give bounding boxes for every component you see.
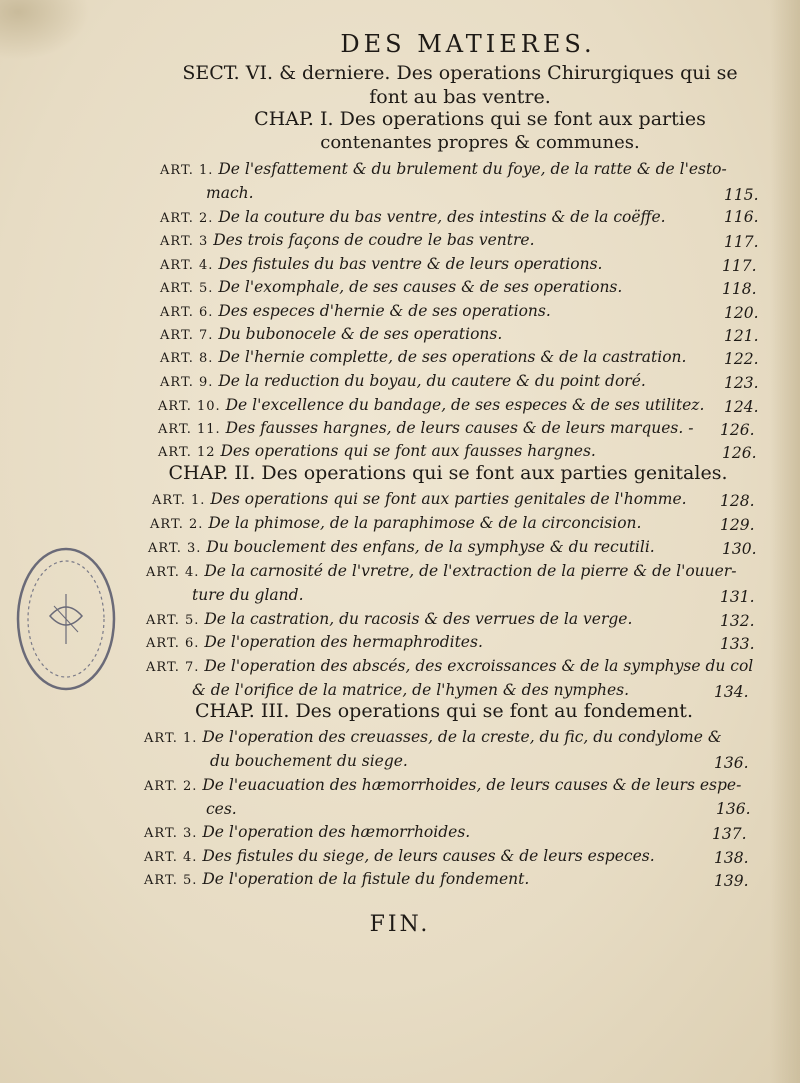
page-number: 121. bbox=[724, 327, 759, 345]
art-text: Des trois façons de coudre le bas ventre. bbox=[213, 231, 535, 249]
art-cont: & de l'orifice de la matrice, de l'hymen & des nymphes. bbox=[192, 681, 630, 699]
page-number: 126. bbox=[722, 444, 757, 462]
chapter-1-heading: CHAP. I. Des operations qui se font aux parties bbox=[254, 108, 706, 130]
art-label: ART. 5. bbox=[144, 873, 198, 888]
chapter-1-heading-cont: contenantes propres & communes. bbox=[320, 132, 640, 153]
art-cont: ces. bbox=[206, 800, 237, 818]
art-text: De l'euacuation des hæmorrhoides, de leurs causes & de leurs espe- bbox=[202, 776, 742, 794]
toc-entry bbox=[144, 776, 741, 794]
toc-entry bbox=[144, 847, 655, 865]
section-heading: SECT. VI. & derniere. Des operations Chirurgiques qui se bbox=[182, 62, 738, 84]
art-label: ART. 6. bbox=[146, 636, 200, 651]
chapter-2-heading: CHAP. II. Des operations qui se font aux parties genitales. bbox=[168, 462, 728, 484]
art-text: Des especes d'hernie & de ses operations. bbox=[218, 302, 551, 320]
toc-entry bbox=[160, 231, 535, 249]
art-text: De la castration, du racosis & des verrues de la verge. bbox=[204, 610, 633, 628]
art-label: ART. 3 bbox=[160, 234, 209, 249]
toc-entry bbox=[146, 633, 483, 651]
section-heading-cont: font au bas ventre. bbox=[369, 86, 551, 108]
art-label: ART. 3. bbox=[148, 541, 202, 556]
page-number: 118. bbox=[722, 280, 757, 298]
art-text: Des fausses hargnes, de leurs causes & de leurs marques. - bbox=[225, 419, 694, 437]
art-text: Des fistules du bas ventre & de leurs operations. bbox=[218, 255, 603, 273]
page-number: 136. bbox=[716, 800, 751, 818]
page-number: 120. bbox=[724, 304, 759, 322]
toc-entry bbox=[160, 372, 646, 390]
page-number: 126. bbox=[720, 421, 755, 439]
toc-entry bbox=[144, 728, 722, 746]
art-label: ART. 4. bbox=[146, 565, 200, 580]
art-label: ART. 2. bbox=[160, 211, 214, 226]
toc-entry bbox=[160, 325, 502, 343]
art-label: ART. 11. bbox=[158, 422, 221, 437]
art-cont: du bouchement du siege. bbox=[210, 752, 408, 770]
page-number: 123. bbox=[724, 374, 759, 392]
art-text: De la phimose, de la paraphimose & de la circoncision. bbox=[208, 514, 642, 532]
page-number: 136. bbox=[714, 754, 749, 772]
toc-entry bbox=[160, 160, 727, 178]
toc-entry bbox=[150, 514, 641, 532]
art-text: De l'excellence du bandage, de ses especes & de ses utilitez. bbox=[225, 396, 705, 414]
art-label: ART. 3. bbox=[144, 826, 198, 841]
art-label: ART. 4. bbox=[160, 258, 214, 273]
page-number: 134. bbox=[714, 683, 749, 701]
toc-entry bbox=[144, 870, 529, 888]
page-number: 122. bbox=[724, 350, 759, 368]
page-number: 139. bbox=[714, 872, 749, 890]
page-number: 117. bbox=[724, 233, 759, 251]
page-number: 129. bbox=[720, 516, 755, 534]
toc-entry bbox=[160, 208, 666, 226]
page-title: DES MATIERES. bbox=[340, 30, 596, 58]
page-number: 132. bbox=[720, 612, 755, 630]
toc-entry bbox=[158, 419, 693, 437]
page-number: 116. bbox=[724, 208, 759, 226]
art-label: ART. 6. bbox=[160, 305, 214, 320]
page-number: 128. bbox=[720, 492, 755, 510]
art-text: Du bubonocele & de ses operations. bbox=[218, 325, 503, 343]
page-number: 124. bbox=[724, 398, 759, 416]
art-label: ART. 10. bbox=[158, 399, 221, 414]
art-cont: ture du gland. bbox=[192, 586, 304, 604]
art-text: De la reduction du boyau, du cautere & du point doré. bbox=[218, 372, 646, 390]
toc-entry bbox=[160, 302, 551, 320]
page-number: 137. bbox=[712, 825, 747, 843]
art-text: De la carnosité de l'vretre, de l'extraction de la pierre & de l'ouuer- bbox=[204, 562, 737, 580]
art-text: De l'operation des hermaphrodites. bbox=[204, 633, 483, 651]
toc-entry bbox=[144, 823, 470, 841]
art-text: De l'operation des creuasses, de la creste, du fic, du condylome & bbox=[202, 728, 722, 746]
toc-entry bbox=[148, 538, 655, 556]
toc-entry bbox=[160, 278, 622, 296]
art-label: ART. 1. bbox=[144, 731, 198, 746]
toc-entry bbox=[158, 442, 596, 460]
toc-entry bbox=[146, 562, 736, 580]
page-number: 117. bbox=[722, 257, 757, 275]
page-number: 133. bbox=[720, 635, 755, 653]
art-label: ART. 5. bbox=[146, 613, 200, 628]
art-label: ART. 2. bbox=[144, 779, 198, 794]
art-label: ART. 7. bbox=[160, 328, 214, 343]
art-text: Du bouclement des enfans, de la symphyse & du recutili. bbox=[206, 538, 655, 556]
page-number: 131. bbox=[720, 588, 755, 606]
art-text: De l'exomphale, de ses causes & de ses operations. bbox=[218, 278, 623, 296]
toc-entry bbox=[160, 348, 686, 366]
art-label: ART. 4. bbox=[144, 850, 198, 865]
art-text: Des operations qui se font aux fausses hargnes. bbox=[220, 442, 596, 460]
art-label: ART. 7. bbox=[146, 660, 200, 675]
toc-entry bbox=[146, 657, 753, 675]
page-number: 115. bbox=[724, 186, 759, 204]
page-number: 138. bbox=[714, 849, 749, 867]
art-label: ART. 1. bbox=[160, 163, 214, 178]
art-text: De l'esfattement & du brulement du foye, de la ratte & de l'esto- bbox=[218, 160, 727, 178]
art-label: ART. 5. bbox=[160, 281, 214, 296]
art-text: Des fistules du siege, de leurs causes & de leurs especes. bbox=[202, 847, 655, 865]
art-label: ART. 8. bbox=[160, 351, 214, 366]
chapter-3-heading: CHAP. III. Des operations qui se font au fondement. bbox=[195, 700, 693, 722]
toc-entry bbox=[158, 396, 704, 414]
art-label: ART. 12 bbox=[158, 445, 216, 460]
toc-entry bbox=[152, 490, 687, 508]
art-text: De la couture du bas ventre, des intestins & de la coëffe. bbox=[218, 208, 666, 226]
toc-entry bbox=[146, 610, 632, 628]
library-stamp-icon bbox=[14, 544, 118, 694]
art-text: De l'operation des hæmorrhoides. bbox=[202, 823, 471, 841]
art-cont: mach. bbox=[206, 184, 254, 202]
art-text: De l'operation de la fistule du fondement. bbox=[202, 870, 530, 888]
fin-text: FIN. bbox=[369, 912, 431, 937]
art-text: Des operations qui se font aux parties genitales de l'homme. bbox=[210, 490, 687, 508]
art-label: ART. 1. bbox=[152, 493, 206, 508]
page-number: 130. bbox=[722, 540, 757, 558]
art-text: De l'operation des abscés, des excroissances & de la symphyse du col bbox=[204, 657, 754, 675]
art-text: De l'hernie complette, de ses operations & de la castration. bbox=[218, 348, 687, 366]
art-label: ART. 2. bbox=[150, 517, 204, 532]
toc-entry bbox=[160, 255, 602, 273]
art-label: ART. 9. bbox=[160, 375, 214, 390]
